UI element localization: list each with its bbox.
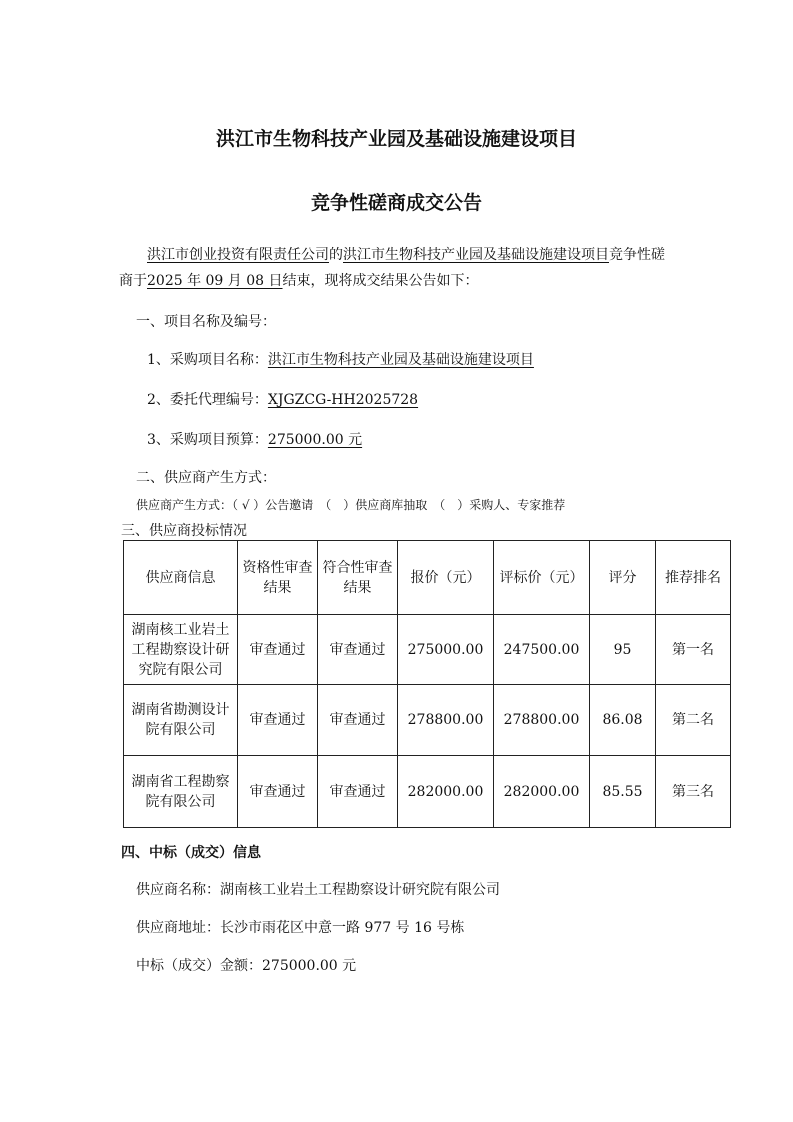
purchaser-name: 洪江市创业投资有限责任公司 [147, 247, 329, 263]
winner-amount: 中标（成交）金额：275000.00 元 [136, 958, 357, 974]
header-qualification: 资格性审查结果 [238, 541, 318, 615]
agent-code-value: XJGZCG-HH2025728 [267, 392, 419, 408]
table-row [124, 685, 731, 756]
header-eval-price: 评标价（元） [494, 541, 590, 615]
table-row [124, 615, 731, 685]
cell-qualification: 审查通过 [238, 685, 318, 756]
cell-compliance: 审查通过 [318, 615, 398, 685]
section-heading-bids: 三、供应商投标情况 [121, 523, 247, 539]
bids-table [123, 540, 731, 828]
supplier-method-line: 供应商产生方式：（ √ ）公告邀请 （ ）供应商库抽取 （ ）采购人、专家推荐 [136, 498, 566, 512]
section-heading-method: 二、供应商产生方式： [136, 470, 276, 486]
cell-eval-price: 247500.00 [494, 615, 590, 685]
document-title: 洪江市生物科技产业园及基础设施建设项目 [215, 128, 577, 150]
cell-eval-price: 278800.00 [494, 685, 590, 756]
header-score: 评分 [590, 541, 656, 615]
intro-project-name: 洪江市生物科技产业园及基础设施建设项目 [343, 247, 609, 263]
document-subtitle: 竞争性磋商成交公告 [310, 192, 482, 214]
cell-qualification: 审查通过 [238, 615, 318, 685]
project-name-item: 1、采购项目名称：洪江市生物科技产业园及基础设施建设项目 [147, 352, 534, 368]
cell-eval-price: 282000.00 [494, 756, 590, 828]
cell-supplier: 湖南核工业岩土工程勘察设计研究院有限公司 [124, 615, 238, 685]
winner-address: 供应商地址：长沙市雨花区中意一路 977 号 16 号栋 [136, 920, 465, 936]
intro-line-2: 商于2025 年 09 月 08 日结束，现将成交结果公告如下： [119, 273, 479, 289]
agent-code-item: 2、委托代理编号：XJGZCG-HH2025728 [147, 392, 419, 408]
table-header-row [124, 541, 731, 615]
cell-supplier: 湖南省勘测设计院有限公司 [124, 685, 238, 756]
cell-compliance: 审查通过 [318, 685, 398, 756]
table-row [124, 756, 731, 828]
budget-item: 3、采购项目预算：275000.00 元 [147, 432, 363, 448]
cell-score: 85.55 [590, 756, 656, 828]
cell-qualification: 审查通过 [238, 756, 318, 828]
cell-rank: 第一名 [656, 615, 731, 685]
cell-quote: 275000.00 [398, 615, 494, 685]
header-quote: 报价（元） [398, 541, 494, 615]
end-date: 2025 年 09 月 08 日 [147, 273, 283, 289]
header-supplier: 供应商信息 [124, 541, 238, 615]
cell-supplier: 湖南省工程勘察院有限公司 [124, 756, 238, 828]
section-heading-project: 一、项目名称及编号： [136, 314, 276, 330]
intro-line-1: 洪江市创业投资有限责任公司的洪江市生物科技产业园及基础设施建设项目竞争性磋 [147, 247, 665, 263]
header-compliance: 符合性审查结果 [318, 541, 398, 615]
cell-score: 86.08 [590, 685, 656, 756]
budget-value: 275000.00 元 [267, 432, 363, 448]
cell-score: 95 [590, 615, 656, 685]
cell-rank: 第三名 [656, 756, 731, 828]
project-name-value: 洪江市生物科技产业园及基础设施建设项目 [267, 352, 534, 368]
cell-quote: 278800.00 [398, 685, 494, 756]
section-heading-award: 四、中标（成交）信息 [121, 845, 261, 861]
winner-name: 供应商名称：湖南核工业岩土工程勘察设计研究院有限公司 [136, 882, 500, 898]
header-rank: 推荐排名 [656, 541, 731, 615]
cell-rank: 第二名 [656, 685, 731, 756]
cell-compliance: 审查通过 [318, 756, 398, 828]
cell-quote: 282000.00 [398, 756, 494, 828]
